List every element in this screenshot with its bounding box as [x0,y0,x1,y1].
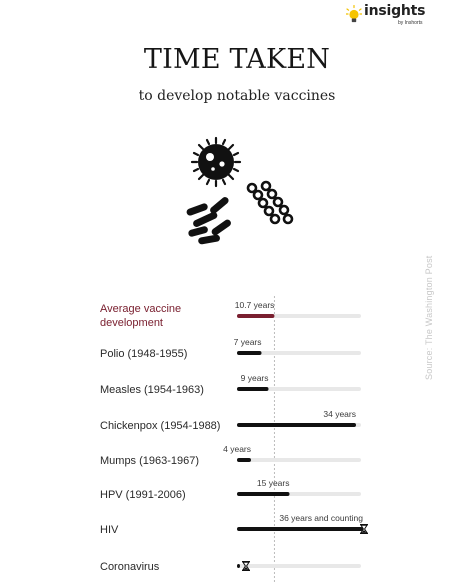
category-label-line: Chickenpox (1954-1988) [100,420,221,432]
value-label: 10.7 years [234,300,275,310]
category-label-line: development [100,317,163,329]
brand-name: insights [364,3,426,19]
bar [237,423,356,427]
category-label-line: HIV [100,524,119,536]
value-label: 4 years [223,444,251,454]
category-label [100,455,199,467]
category-label [100,303,181,329]
value-label: 15 years [256,478,290,488]
category-label [100,524,119,536]
bar [237,527,363,531]
bar [237,458,251,462]
chart-title: TIME TAKEN [143,44,331,75]
value-label: 34 years [323,409,356,419]
category-label-line: Coronavirus [100,561,160,573]
bar-track [237,564,361,568]
source-note: Source: The Washington Post [424,255,434,380]
brand-byline: by Inshorts [398,20,423,26]
bar [237,564,240,568]
category-label [100,489,186,501]
category-label [100,384,204,396]
category-label-line: Mumps (1963-1967) [100,455,200,467]
category-label-line: Polio (1948-1955) [100,348,188,360]
value-label: 36 years and counting [279,513,363,523]
category-label-line: Measles (1954-1963) [100,384,204,396]
category-label [100,420,220,432]
category-label [100,348,187,360]
bar [237,387,269,391]
value-label: 9 years [240,373,269,383]
chart-subtitle: to develop notable vaccines [138,88,336,104]
bar-track [237,458,361,462]
category-label-line: HPV (1991-2006) [100,489,186,501]
bar [237,314,274,318]
category-label [100,561,160,573]
value-label: 7 years [233,337,262,347]
bar [237,492,290,496]
category-label-line: Average vaccine [100,303,182,315]
bar [237,351,262,355]
